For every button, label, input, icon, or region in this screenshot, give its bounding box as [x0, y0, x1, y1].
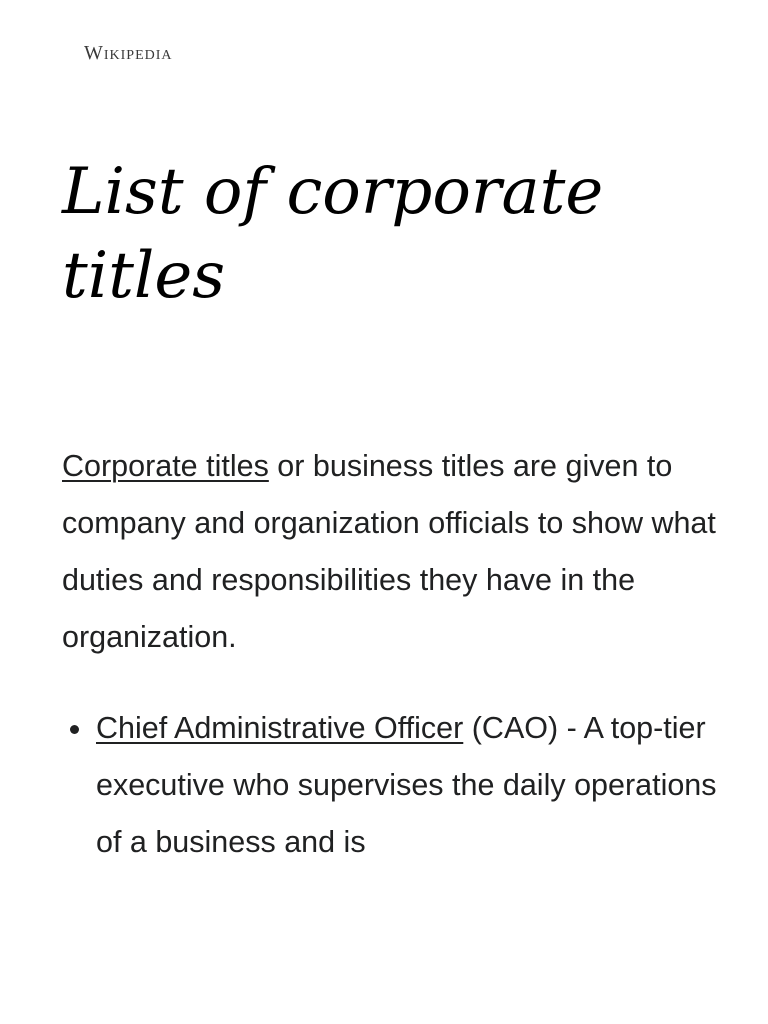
wikipedia-wordmark[interactable]: [84, 42, 173, 65]
corporate-titles-link[interactable]: Corporate titles: [62, 449, 269, 483]
intro-paragraph: [62, 438, 722, 666]
article-body: [62, 438, 722, 871]
brand-label: Wikipedia: [84, 42, 173, 64]
chief-administrative-officer-link[interactable]: Chief Administrative Officer: [96, 711, 464, 745]
intro-text: or business titles are given to company and organization officials to show what duties and responsibilities they have in the organization.: [62, 449, 716, 654]
titles-list: [62, 700, 722, 871]
bullet-icon: [70, 725, 79, 734]
list-item-text: (CAO) - A top-tier executive who supervises the daily operations of a business and is: [96, 711, 717, 859]
list-item: [96, 700, 722, 871]
page-title: List of corporate titles: [62, 155, 604, 313]
